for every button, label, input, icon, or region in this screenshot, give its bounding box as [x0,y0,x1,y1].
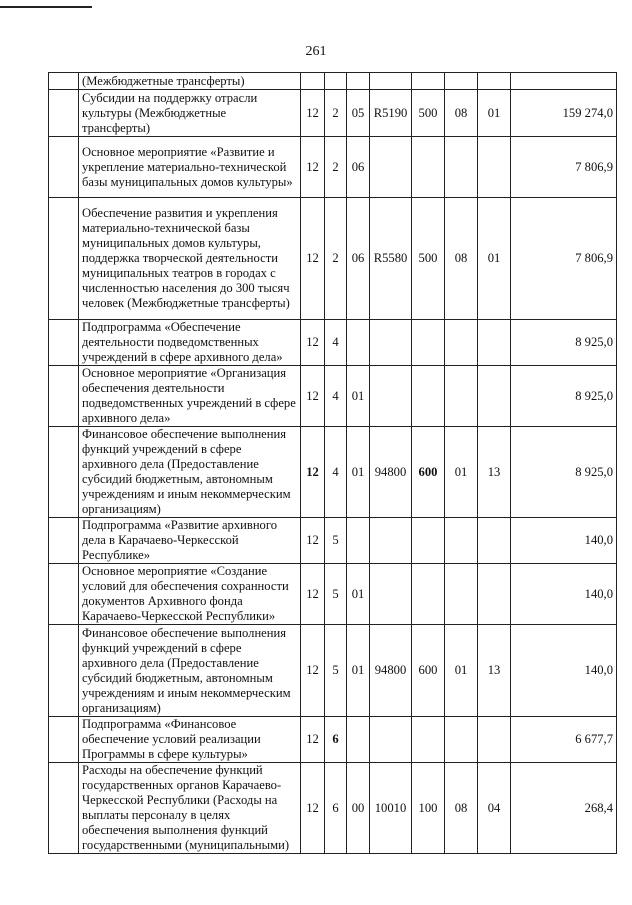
margin-cell [49,366,79,427]
table-row [49,73,617,90]
direction-code [370,366,412,427]
direction-code: 10010 [370,763,412,854]
expense-type-code [412,518,445,564]
margin-cell [49,427,79,518]
measure-code [347,717,370,763]
expense-type-code [412,137,445,198]
margin-cell [49,137,79,198]
program-code: 12 [301,564,325,625]
table-row [49,90,617,137]
section-code: 08 [445,90,478,137]
amount: 159 274,0 [511,90,617,137]
table-row [49,427,617,518]
measure-code: 01 [347,366,370,427]
program-code: 12 [301,198,325,320]
subprogram-code: 2 [325,198,347,320]
row-name: (Межбюджетные трансферты) [79,73,301,90]
section-code [445,137,478,198]
expense-type-code: 500 [412,90,445,137]
margin-cell [49,518,79,564]
row-name: Подпрограмма «Развитие архивного дела в Карачаево-Черкесской Республике» [79,518,301,564]
margin-cell [49,763,79,854]
measure-code: 05 [347,90,370,137]
amount: 268,4 [511,763,617,854]
direction-code: R5580 [370,198,412,320]
margin-cell [49,90,79,137]
subsection-code [478,518,511,564]
subprogram-code: 6 [325,763,347,854]
table-row [49,717,617,763]
expense-type-code: 500 [412,198,445,320]
amount: 140,0 [511,625,617,717]
table-row [49,564,617,625]
row-name: Основное мероприятие «Создание условий для обеспечения сохранности документов Архивного фонда Карачаево-Черкесской Республики» [79,564,301,625]
direction-code [370,137,412,198]
section-code: 01 [445,427,478,518]
row-name: Подпрограмма «Обеспечение деятельности подведомственных учреждений в сфере архивного дела» [79,320,301,366]
table-row [49,763,617,854]
row-name: Основное мероприятие «Развитие и укрепление материально-технической базы муниципальных домов культуры» [79,137,301,198]
amount: 140,0 [511,518,617,564]
subsection-code: 01 [478,90,511,137]
program-code: 12 [301,366,325,427]
section-code: 08 [445,763,478,854]
program-code: 12 [301,763,325,854]
amount: 8 925,0 [511,427,617,518]
table-row [49,198,617,320]
direction-code [370,320,412,366]
amount: 8 925,0 [511,320,617,366]
subprogram-code: 6 [325,717,347,763]
measure-code: 01 [347,427,370,518]
margin-cell [49,198,79,320]
row-name: Обеспечение развития и укрепления материально-технической базы муниципальных домов культуры, поддержка творческой деятельности муниципальных театров в городах с численностью населения до 300 тысяч человек (Межбюджетные трансферты) [79,198,301,320]
expense-type-code [412,73,445,90]
program-code: 12 [301,90,325,137]
subprogram-code [325,73,347,90]
section-code [445,366,478,427]
measure-code: 01 [347,564,370,625]
section-code [445,717,478,763]
subprogram-code: 2 [325,137,347,198]
program-code: 12 [301,320,325,366]
margin-cell [49,625,79,717]
program-code: 12 [301,625,325,717]
measure-code [347,518,370,564]
subprogram-code: 4 [325,320,347,366]
margin-cell [49,73,79,90]
subsection-code [478,320,511,366]
direction-code: R5190 [370,90,412,137]
margin-cell [49,564,79,625]
direction-code [370,717,412,763]
subsection-code [478,717,511,763]
table-row [49,137,617,198]
row-name: Основное мероприятие «Организация обеспечения деятельности подведомственных учреждений в сфере архивного дела» [79,366,301,427]
section-code [445,564,478,625]
section-code: 08 [445,198,478,320]
subsection-code [478,564,511,625]
table-row [49,320,617,366]
expense-type-code [412,320,445,366]
subsection-code [478,366,511,427]
amount [511,73,617,90]
measure-code: 00 [347,763,370,854]
subsection-code: 13 [478,427,511,518]
row-name: Расходы на обеспечение функций государственных органов Карачаево-Черкесской Республики (Расходы на выплаты персоналу в целях обеспечения выполнения функций государственными (муниципальными) [79,763,301,854]
direction-code [370,73,412,90]
subsection-code: 13 [478,625,511,717]
row-name: Подпрограмма «Финансовое обеспечение условий реализации Программы в сфере культуры» [79,717,301,763]
measure-code [347,320,370,366]
measure-code: 06 [347,198,370,320]
margin-cell [49,320,79,366]
subprogram-code: 2 [325,90,347,137]
expense-type-code: 100 [412,763,445,854]
direction-code [370,564,412,625]
direction-code: 94800 [370,625,412,717]
expense-type-code [412,564,445,625]
subprogram-code: 5 [325,518,347,564]
measure-code: 06 [347,137,370,198]
section-code [445,320,478,366]
amount: 140,0 [511,564,617,625]
subsection-code: 04 [478,763,511,854]
program-code: 12 [301,427,325,518]
row-name: Финансовое обеспечение выполнения функций учреждений в сфере архивного дела (Предоставление субсидий бюджетным, автономным учреждениям и иным некоммерческим организациям) [79,427,301,518]
top-rule [0,6,92,8]
budget-table [48,72,617,854]
amount: 7 806,9 [511,198,617,320]
subprogram-code: 4 [325,366,347,427]
amount: 7 806,9 [511,137,617,198]
subsection-code [478,137,511,198]
table-row [49,625,617,717]
section-code [445,518,478,564]
margin-cell [49,717,79,763]
subprogram-code: 4 [325,427,347,518]
subsection-code [478,73,511,90]
page-number: 261 [305,44,327,59]
subprogram-code: 5 [325,564,347,625]
program-code [301,73,325,90]
subprogram-code: 5 [325,625,347,717]
measure-code [347,73,370,90]
expense-type-code: 600 [412,625,445,717]
table-row [49,518,617,564]
expense-type-code: 600 [412,427,445,518]
table-row [49,366,617,427]
amount: 6 677,7 [511,717,617,763]
row-name: Субсидии на поддержку отрасли культуры (Межбюджетные трансферты) [79,90,301,137]
measure-code: 01 [347,625,370,717]
subsection-code: 01 [478,198,511,320]
direction-code: 94800 [370,427,412,518]
amount: 8 925,0 [511,366,617,427]
program-code: 12 [301,717,325,763]
program-code: 12 [301,137,325,198]
direction-code [370,518,412,564]
expense-type-code [412,366,445,427]
program-code: 12 [301,518,325,564]
section-code: 01 [445,625,478,717]
section-code [445,73,478,90]
expense-type-code [412,717,445,763]
row-name: Финансовое обеспечение выполнения функций учреждений в сфере архивного дела (Предоставление субсидий бюджетным, автономным учреждениям и иным некоммерческим организациям) [79,625,301,717]
